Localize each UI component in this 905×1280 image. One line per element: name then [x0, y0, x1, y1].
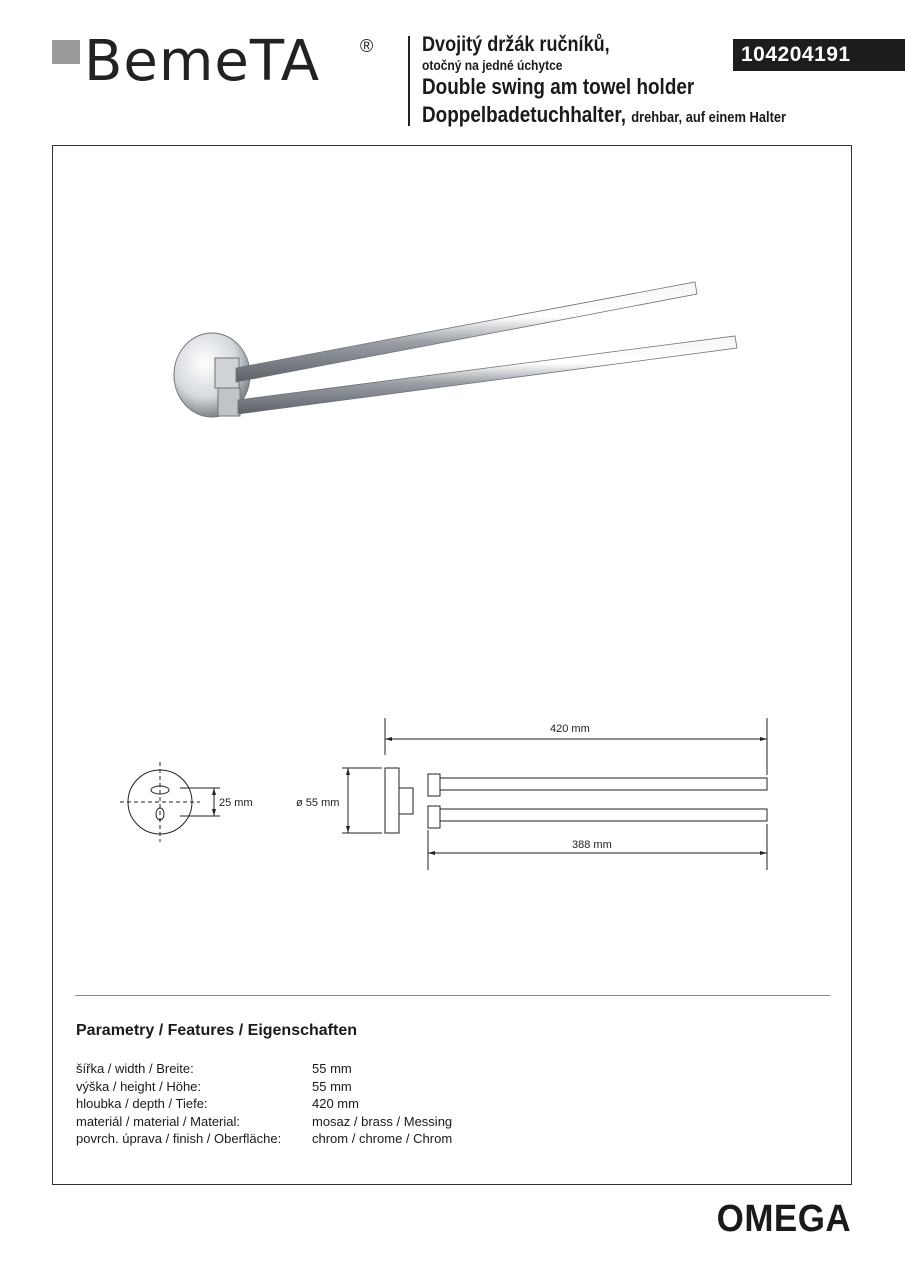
dim-height: ø 55 mm	[296, 797, 340, 809]
series-name: OMEGA	[716, 1198, 851, 1240]
side-view-rose	[385, 768, 399, 833]
spec-value: 55 mm	[312, 1061, 352, 1076]
spec-value: 55 mm	[312, 1078, 352, 1094]
towel-bar-upper	[236, 282, 697, 382]
logo-wordmark: BemeTA	[84, 29, 321, 94]
pivot-block-lower	[218, 388, 240, 416]
spec-row-material	[76, 1113, 576, 1131]
spec-label: povrch. úprava / finish / Oberfläche:	[76, 1131, 282, 1146]
spec-label: výška / height / Höhe:	[76, 1078, 202, 1094]
logo-square	[52, 40, 80, 64]
dim-bar-length: 388 mm	[572, 839, 612, 851]
technical-drawing	[110, 700, 800, 890]
dim-total-length: 420 mm	[550, 723, 590, 735]
side-view-bar-lower	[440, 809, 767, 821]
section-rule	[75, 995, 830, 996]
spec-table	[76, 1060, 576, 1148]
title-en: Double swing am towel holder	[422, 74, 695, 99]
subtitle-cz: otočný na jedné úchytce	[422, 57, 563, 73]
title-de: Doppelbadetuchhalter,	[422, 102, 626, 127]
brand-logo	[52, 29, 382, 94]
subtitle-de: drehbar, auf einem Halter	[631, 109, 787, 126]
towel-bar-lower	[238, 336, 737, 414]
features-title: Parametry / Features / Eigenschaften	[76, 1022, 357, 1039]
spec-value: mosaz / brass / Messing	[312, 1113, 453, 1129]
title-de-line	[422, 101, 787, 132]
spec-row-depth	[76, 1095, 576, 1113]
dim-fixing: 25 mm	[219, 797, 253, 809]
spec-value: 420 mm	[312, 1096, 359, 1111]
title-divider	[408, 36, 410, 126]
pivot-block-upper	[215, 358, 239, 388]
title-cz: Dvojitý držák ručníků,	[422, 33, 610, 56]
spec-row-height	[76, 1078, 576, 1096]
side-view-bar-upper	[440, 778, 767, 790]
spec-label: šířka / width / Breite:	[76, 1061, 194, 1076]
registered-mark: ®	[360, 36, 374, 56]
spec-label: materiál / material / Material:	[76, 1113, 240, 1129]
spec-row-finish	[76, 1130, 576, 1148]
spec-row-width	[76, 1060, 576, 1078]
product-code-badge: 104204191	[733, 39, 905, 71]
product-photo	[160, 270, 750, 470]
spec-value: chrom / chrome / Chrom	[312, 1131, 453, 1146]
spec-label: hloubka / depth / Tiefe:	[76, 1096, 208, 1111]
